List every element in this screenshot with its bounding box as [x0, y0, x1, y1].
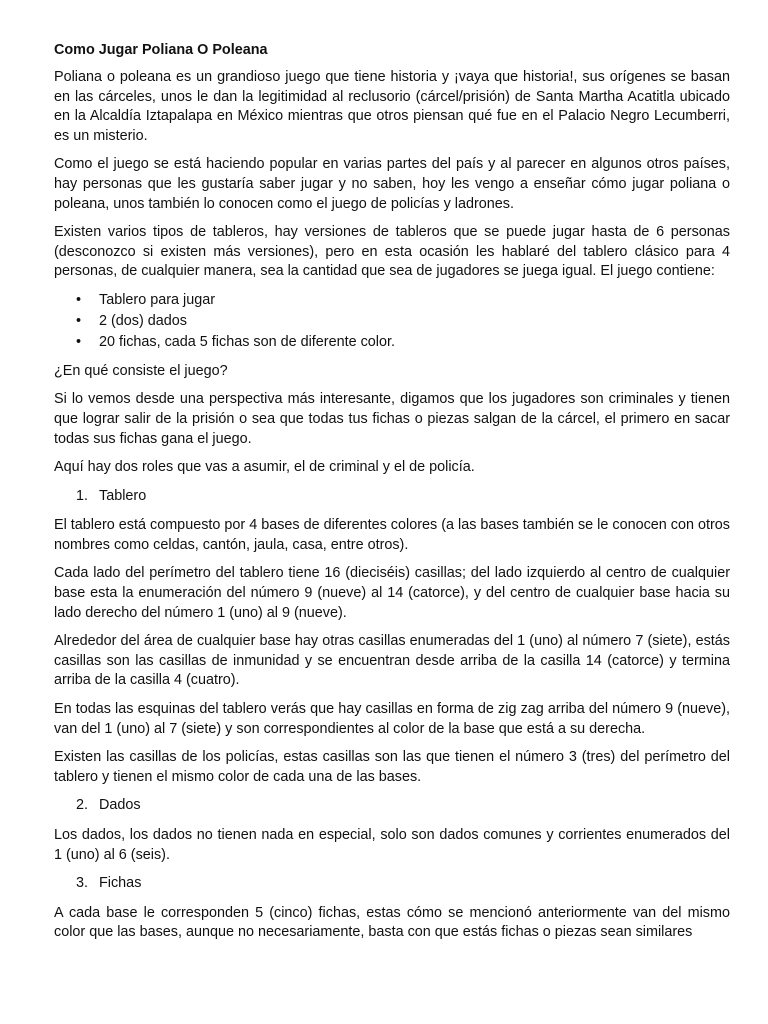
paragraph-police-squares: Existen las casillas de los policías, estas casillas son las que tienen el número 3 (tres) del perímetro del tablero y tienen el mismo color de cada una de las bases.: [54, 749, 730, 785]
paragraph-dice: Los dados, los dados no tienen nada en especial, solo son dados comunes y corrientes enumerados del 1 (uno) al 6 (seis).: [54, 827, 730, 863]
section-heading-tablero: [54, 487, 730, 507]
paragraph-board-bases: El tablero está compuesto por 4 bases de diferentes colores (a las bases también se le conocen con otros nombres como celdas, cantón, jaula, casa, entre otros).: [54, 517, 730, 553]
section-heading-fichas: [54, 874, 730, 894]
document-page: [54, 40, 730, 952]
section-heading-dados: [54, 796, 730, 816]
list-item: • Tablero para jugar: [99, 291, 730, 311]
section-number: 1.: [76, 487, 89, 504]
section-label: Dados: [99, 797, 141, 814]
paragraph-popularity: Como el juego se está haciendo popular en varias partes del país y al parecer en algunos otros países, hay personas que les gustaría saber jugar y no saben, hoy les vengo a enseñar cómo jugar poliana o poleana, unos también lo conocen como el juego de policías y ladrones.: [54, 156, 730, 212]
section-label: Tablero: [99, 487, 147, 504]
paragraph-origin: Poliana o poleana es un grandioso juego que tiene historia y ¡vaya que historia!, sus orígenes se basan en las cárceles, unos le dan la legitimidad al reclusorio (cárcel/prisión) de Santa Martha Acatitla ubicado en la Alcaldía Iztapalapa en México mientras que otros piensan qué fue en el Palacio Negro Lecumberri, es un misterio.: [54, 69, 730, 144]
paragraph-board-types: Existen varios tipos de tableros, hay versiones de tableros que se puede jugar hasta de 6 personas (desconozco si existen más versiones), pero en esta ocasión les hablaré del tablero clásico para 4 personas, de cualquier manera, sea la cantidad que sea de jugadores se juega igual. El juego contiene:: [54, 224, 730, 280]
document-title: Como Jugar Poliana O Poleana: [54, 42, 268, 58]
paragraph-roles: Aquí hay dos roles que vas a asumir, el de criminal y el de policía.: [54, 459, 475, 476]
section-number: 3.: [76, 875, 89, 892]
paragraph-corner-squares: En todas las esquinas del tablero verás que hay casillas en forma de zig zag arriba del número 9 (nueve), van del 1 (uno) al 7 (siete) y son correspondientes al color de la base que está a su derecha.: [54, 701, 730, 737]
paragraph-question: ¿En qué consiste el juego?: [54, 362, 228, 379]
list-item: • 20 fichas, cada 5 fichas son de diferente color.: [99, 333, 730, 353]
paragraph-immunity-squares: Alrededor del área de cualquier base hay otras casillas enumeradas del 1 (uno) al número 7 (siete), estás casillas son las casillas de inmunidad y se encuentran desde arriba de la casilla 14 (catorce) y termina arriba de la casilla 4 (cuatro).: [54, 633, 730, 689]
section-number: 2.: [76, 797, 89, 814]
list-item: • 2 (dos) dados: [99, 312, 730, 332]
section-label: Fichas: [99, 875, 142, 892]
paragraph-board-perimeter: Cada lado del perímetro del tablero tiene 16 (dieciséis) casillas; del lado izquierdo al centro de cualquier base esta la enumeración del número 9 (nueve) al 14 (catorce), y del centro de cualquier base hacia su lado derecho del número 1 (uno) al 9 (nueve).: [54, 565, 730, 621]
paragraph-pieces: A cada base le corresponden 5 (cinco) fichas, estas cómo se mencionó anteriormente van del mismo color que las bases, aunque no necesariamente, basta con que estás fichas o piezas sean similares: [54, 904, 730, 941]
paragraph-objective: Si lo vemos desde una perspectiva más interesante, digamos que los jugadores son criminales y tienen que lograr salir de la prisión o sea que todas tus fichas o piezas salgan de la cárcel, el primero en sacar todas sus fichas gana el juego.: [54, 391, 730, 447]
contents-list: [54, 291, 730, 353]
